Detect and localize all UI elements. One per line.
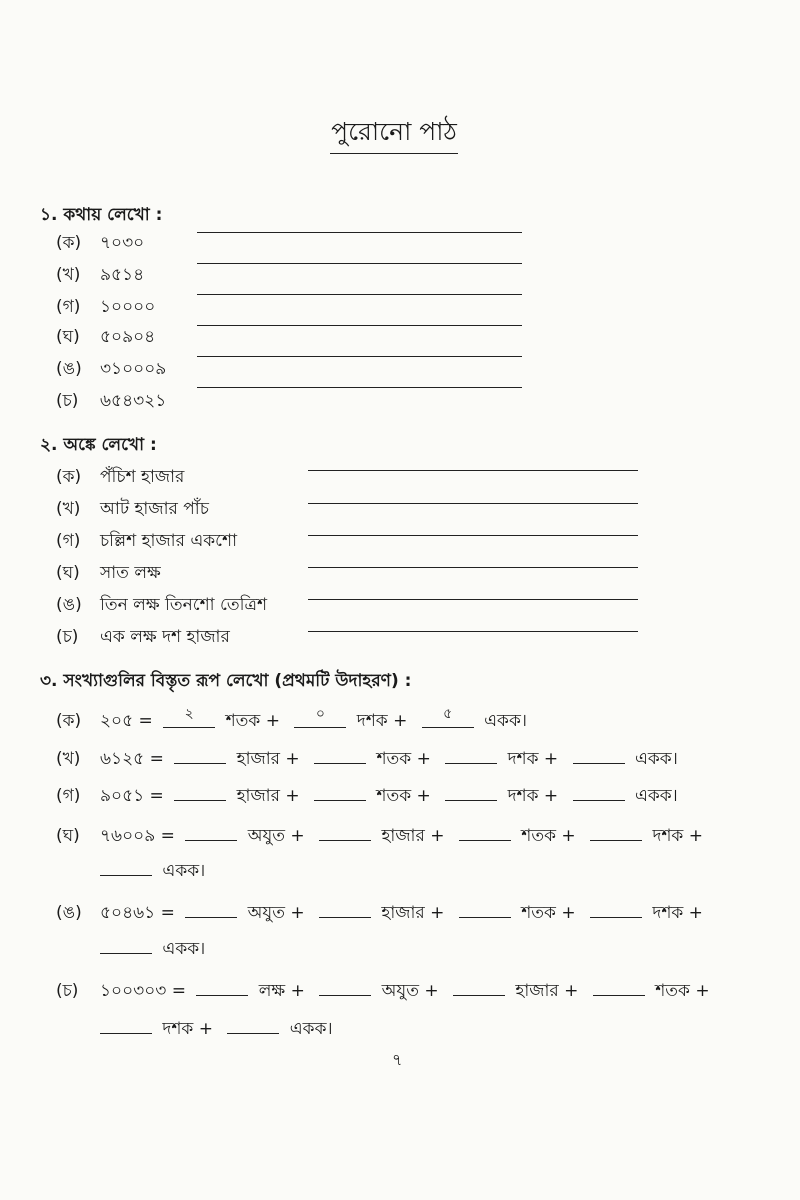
s3-e-unit-2: হাজার + <box>381 903 445 923</box>
s2-label-d: (ঘ) <box>56 563 80 583</box>
s1-number-e: ৩১০০০৯ <box>100 359 167 379</box>
s1-number-f: ৬৫৪৩২১ <box>100 391 167 411</box>
s3-a-blank-2 <box>294 706 346 728</box>
s1-number-a: ৭০৩০ <box>100 233 145 253</box>
s3-label-b: (খ) <box>56 749 81 769</box>
s3-number-a: ২০৫ = <box>100 711 153 731</box>
s3-c-blank-2[interactable] <box>314 783 366 801</box>
s3-e-blank-2[interactable] <box>319 900 371 918</box>
s2-words-c: চল্লিশ হাজার একশো <box>100 531 237 551</box>
s3-b-unit-4: একক। <box>634 749 678 769</box>
s3-row-e-cont <box>100 936 205 964</box>
s2-words-d: সাত লক্ষ <box>100 563 161 583</box>
s3-a-blank-1 <box>163 706 215 728</box>
s3-c-unit-4: একক। <box>634 786 678 806</box>
s3-a-answer-2: ০ <box>315 706 325 722</box>
s3-e-unit-1: অযুত + <box>247 903 305 923</box>
s3-row-b <box>100 746 678 774</box>
s3-f-blank-6[interactable] <box>227 1016 279 1034</box>
s3-c-blank-4[interactable] <box>573 783 625 801</box>
s3-f-unit-6: একক। <box>289 1019 333 1039</box>
s2-label-b: (খ) <box>56 499 81 519</box>
s3-row-a <box>100 708 527 736</box>
s2-answer-line-d[interactable] <box>308 567 638 568</box>
s1-number-b: ৯৫১৪ <box>100 265 145 285</box>
s1-answer-line-b[interactable] <box>197 263 522 264</box>
s3-f-blank-4[interactable] <box>593 978 645 996</box>
s3-d-unit-3: শতক + <box>521 826 576 846</box>
s2-label-e: (ঙ) <box>56 595 82 615</box>
s3-a-answer-3: ৫ <box>443 706 453 722</box>
s3-d-unit-2: হাজার + <box>381 826 445 846</box>
s2-answer-line-a[interactable] <box>308 470 638 471</box>
s3-b-blank-2[interactable] <box>314 746 366 764</box>
s3-b-blank-1[interactable] <box>174 746 226 764</box>
s2-answer-line-e[interactable] <box>308 599 638 600</box>
s1-answer-line-c[interactable] <box>197 294 522 295</box>
s3-a-answer-1: ২ <box>184 706 194 722</box>
s2-label-a: (ক) <box>56 467 82 487</box>
section2-heading: ২. অঙ্কে লেখো : <box>40 435 157 455</box>
s2-words-e: তিন লক্ষ তিনশো তেত্রিশ <box>100 595 268 615</box>
s3-e-blank-3[interactable] <box>459 900 511 918</box>
s3-b-blank-4[interactable] <box>573 746 625 764</box>
s3-row-c <box>100 783 678 811</box>
s3-d-unit-5: একক। <box>162 861 206 881</box>
s3-f-unit-5: দশক + <box>162 1019 213 1039</box>
s2-words-b: আট হাজার পাঁচ <box>100 499 209 519</box>
s3-row-e <box>100 900 703 928</box>
s2-label-c: (গ) <box>56 531 81 551</box>
section3-heading: ৩. সংখ্যাগুলির বিস্তৃত রূপ লেখো (প্রথমটি উদাহরণ) : <box>40 671 412 691</box>
s3-f-blank-5[interactable] <box>100 1016 152 1034</box>
s3-c-unit-3: দশক + <box>507 786 559 806</box>
s1-answer-line-e[interactable] <box>197 356 522 357</box>
s3-number-f: ১০০৩০৩ = <box>100 981 186 1001</box>
s3-e-unit-5: একক। <box>162 939 206 959</box>
s3-e-unit-3: শতক + <box>521 903 576 923</box>
s2-words-a: পঁচিশ হাজার <box>100 467 185 487</box>
s3-d-blank-2[interactable] <box>319 823 371 841</box>
page-title: পুরোনো পাঠ <box>331 117 457 146</box>
s3-f-unit-1: লক্ষ + <box>258 981 305 1001</box>
s3-label-d: (ঘ) <box>56 826 80 846</box>
s1-label-b: (খ) <box>56 265 81 285</box>
s3-a-unit-1: শতক + <box>225 711 280 731</box>
s3-a-unit-2: দশক + <box>356 711 408 731</box>
s3-label-a: (ক) <box>56 711 82 731</box>
s3-d-blank-1[interactable] <box>185 823 237 841</box>
s3-number-d: ৭৬০০৯ = <box>100 826 175 846</box>
s1-number-d: ৫০৯০৪ <box>100 327 156 347</box>
s3-f-blank-1[interactable] <box>196 978 248 996</box>
s3-b-unit-3: দশক + <box>507 749 559 769</box>
page-number: ৭ <box>392 1050 403 1069</box>
s3-d-blank-3[interactable] <box>459 823 511 841</box>
section1-heading: ১. কথায় লেখো : <box>40 205 163 225</box>
s3-row-f <box>100 978 710 1006</box>
s3-e-blank-5[interactable] <box>100 936 152 954</box>
s1-answer-line-a[interactable] <box>197 232 522 233</box>
s1-label-a: (ক) <box>56 233 82 253</box>
s3-e-blank-4[interactable] <box>590 900 642 918</box>
s3-f-unit-2: অযুত + <box>381 981 439 1001</box>
s3-label-f: (চ) <box>56 981 79 1001</box>
s3-d-unit-1: অযুত + <box>247 826 305 846</box>
s3-b-unit-2: শতক + <box>376 749 431 769</box>
s3-a-unit-3: একক। <box>484 711 527 731</box>
s3-c-blank-3[interactable] <box>445 783 497 801</box>
s3-b-unit-1: হাজার + <box>236 749 300 769</box>
s3-label-c: (গ) <box>56 786 81 806</box>
s1-label-f: (চ) <box>56 391 79 411</box>
s3-f-blank-2[interactable] <box>319 978 371 996</box>
s1-label-d: (ঘ) <box>56 327 80 347</box>
s2-words-f: এক লক্ষ দশ হাজার <box>100 627 230 647</box>
s3-c-unit-2: শতক + <box>376 786 431 806</box>
s3-d-blank-4[interactable] <box>590 823 642 841</box>
s2-answer-line-c[interactable] <box>308 535 638 536</box>
s3-d-blank-5[interactable] <box>100 858 152 876</box>
s3-row-d-cont <box>100 858 205 886</box>
s3-e-unit-4: দশক + <box>652 903 703 923</box>
s3-f-unit-3: হাজার + <box>515 981 579 1001</box>
s3-f-unit-4: শতক + <box>655 981 710 1001</box>
s3-number-e: ৫০৪৬১ = <box>100 903 175 923</box>
title-underline <box>330 153 458 154</box>
s3-label-e: (ঙ) <box>56 903 82 923</box>
s3-d-unit-4: দশক + <box>652 826 703 846</box>
s1-label-e: (ঙ) <box>56 359 82 379</box>
s2-answer-line-f[interactable] <box>308 631 638 632</box>
s3-c-unit-1: হাজার + <box>236 786 300 806</box>
s3-number-b: ৬১২৫ = <box>100 749 164 769</box>
s3-row-d <box>100 823 703 851</box>
s1-answer-line-f[interactable] <box>197 387 522 388</box>
s3-e-blank-1[interactable] <box>185 900 237 918</box>
s2-label-f: (চ) <box>56 627 79 647</box>
s3-f-blank-3[interactable] <box>453 978 505 996</box>
s3-c-blank-1[interactable] <box>174 783 226 801</box>
s3-row-f-cont <box>100 1016 333 1044</box>
s3-a-blank-3 <box>422 706 474 728</box>
s3-number-c: ৯০৫১ = <box>100 786 164 806</box>
s1-number-c: ১০০০০ <box>100 297 156 317</box>
s2-answer-line-b[interactable] <box>308 503 638 504</box>
s3-b-blank-3[interactable] <box>445 746 497 764</box>
s1-label-c: (গ) <box>56 297 81 317</box>
s1-answer-line-d[interactable] <box>197 325 522 326</box>
